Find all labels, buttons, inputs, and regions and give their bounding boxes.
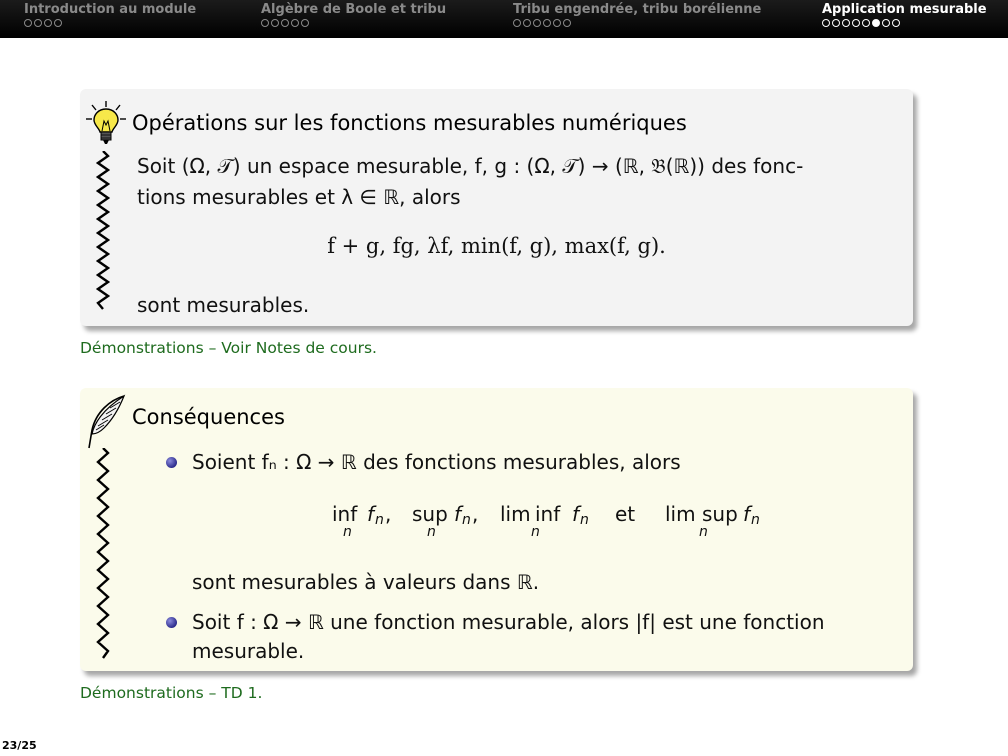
formula-subscript-n: n bbox=[580, 512, 589, 528]
nav-dot[interactable] bbox=[832, 19, 840, 27]
consequence-formula bbox=[332, 502, 772, 550]
formula-lim: lim bbox=[500, 502, 531, 526]
proposition-line-1: Soit (Ω, 𝒯) un espace mesurable, f, g : (Ω, 𝒯) → (ℝ, 𝔅(ℝ)) des fonc- bbox=[137, 154, 804, 178]
nav-dot[interactable] bbox=[882, 19, 890, 27]
formula-comma: , bbox=[385, 502, 392, 526]
nav-dot[interactable] bbox=[513, 19, 521, 27]
formula-sup: sup bbox=[412, 502, 448, 526]
formula-inf: inf bbox=[332, 502, 358, 526]
lightbulb-icon bbox=[84, 101, 128, 151]
navigation-bar bbox=[0, 0, 1008, 38]
nav-dot[interactable] bbox=[523, 19, 531, 27]
nav-dot[interactable] bbox=[44, 19, 52, 27]
nav-dot[interactable] bbox=[852, 19, 860, 27]
nav-dot[interactable] bbox=[553, 19, 561, 27]
nav-dot[interactable] bbox=[271, 19, 279, 27]
nav-dot[interactable] bbox=[54, 19, 62, 27]
formula-sup: sup bbox=[702, 502, 738, 526]
formula-subscript-n: n bbox=[699, 524, 708, 540]
nav-dot-current[interactable] bbox=[872, 19, 880, 27]
nav-dot[interactable] bbox=[34, 19, 42, 27]
bullet-icon bbox=[166, 457, 177, 468]
formula-subscript-n: n bbox=[343, 524, 352, 540]
nav-dot[interactable] bbox=[24, 19, 32, 27]
formula-subscript-n: n bbox=[751, 512, 760, 528]
consequence-item-2-line-1: Soit f : Ω → ℝ une fonction mesurable, alors |f| est une fonction bbox=[192, 610, 825, 634]
consequence-item-1-line-2: sont mesurables à valeurs dans ℝ. bbox=[192, 570, 540, 594]
formula-f: f bbox=[572, 502, 580, 526]
proposition-formula: f + g, fg, λf, min(f, g), max(f, g). bbox=[327, 234, 666, 258]
nav-dot[interactable] bbox=[533, 19, 541, 27]
formula-subscript-n: n bbox=[462, 512, 471, 528]
formula-comma: , bbox=[472, 502, 479, 526]
nav-dot[interactable] bbox=[291, 19, 299, 27]
formula-subscript-n: n bbox=[375, 512, 384, 528]
nav-section-dots bbox=[24, 19, 196, 27]
nav-dot[interactable] bbox=[261, 19, 269, 27]
nav-dot[interactable] bbox=[842, 19, 850, 27]
demonstration-note-1: Démonstrations – Voir Notes de cours. bbox=[80, 339, 377, 357]
proposition-conclusion: sont mesurables. bbox=[137, 293, 310, 317]
nav-section-title[interactable]: Tribu engendrée, tribu borélienne bbox=[513, 2, 762, 17]
nav-section-dots bbox=[261, 19, 446, 27]
proposition-line-2: tions mesurables et λ ∈ ℝ, alors bbox=[137, 185, 461, 209]
consequences-block bbox=[80, 388, 913, 671]
nav-section-introduction[interactable] bbox=[24, 2, 196, 27]
consequence-item-1-line-1: Soient fₙ : Ω → ℝ des fonctions mesurables, alors bbox=[192, 450, 681, 474]
formula-subscript-n: n bbox=[427, 524, 436, 540]
formula-inf: inf bbox=[535, 502, 561, 526]
nav-section-application-mesurable[interactable] bbox=[822, 2, 987, 27]
formula-lim: lim bbox=[665, 502, 696, 526]
zigzag-decoration bbox=[96, 448, 110, 660]
quill-icon bbox=[84, 394, 130, 450]
formula-et: et bbox=[615, 502, 636, 526]
nav-section-algebre[interactable] bbox=[261, 2, 446, 27]
proposition-title: Opérations sur les fonctions mesurables numériques bbox=[132, 111, 687, 135]
nav-dot[interactable] bbox=[301, 19, 309, 27]
zigzag-decoration bbox=[96, 151, 110, 311]
nav-dot[interactable] bbox=[892, 19, 900, 27]
nav-dot[interactable] bbox=[281, 19, 289, 27]
nav-section-title[interactable]: Algèbre de Boole et tribu bbox=[261, 2, 447, 17]
nav-dot[interactable] bbox=[822, 19, 830, 27]
consequence-item-2-line-2: mesurable. bbox=[192, 639, 305, 663]
formula-f: f bbox=[367, 502, 375, 526]
nav-section-title[interactable]: Introduction au module bbox=[24, 2, 197, 17]
nav-section-title[interactable]: Application mesurable bbox=[822, 2, 987, 17]
nav-dot[interactable] bbox=[862, 19, 870, 27]
demonstration-note-2: Démonstrations – TD 1. bbox=[80, 684, 263, 702]
formula-subscript-n: n bbox=[531, 524, 540, 540]
page-number: 23/25 bbox=[2, 739, 37, 752]
nav-section-dots bbox=[513, 19, 761, 27]
bullet-icon bbox=[166, 617, 177, 628]
formula-f: f bbox=[454, 502, 462, 526]
nav-section-dots bbox=[822, 19, 987, 27]
nav-dot[interactable] bbox=[543, 19, 551, 27]
formula-f: f bbox=[743, 502, 751, 526]
consequences-title: Conséquences bbox=[132, 405, 285, 429]
nav-section-tribu-engendree[interactable] bbox=[513, 2, 761, 27]
nav-dot[interactable] bbox=[563, 19, 571, 27]
proposition-block bbox=[80, 89, 913, 326]
